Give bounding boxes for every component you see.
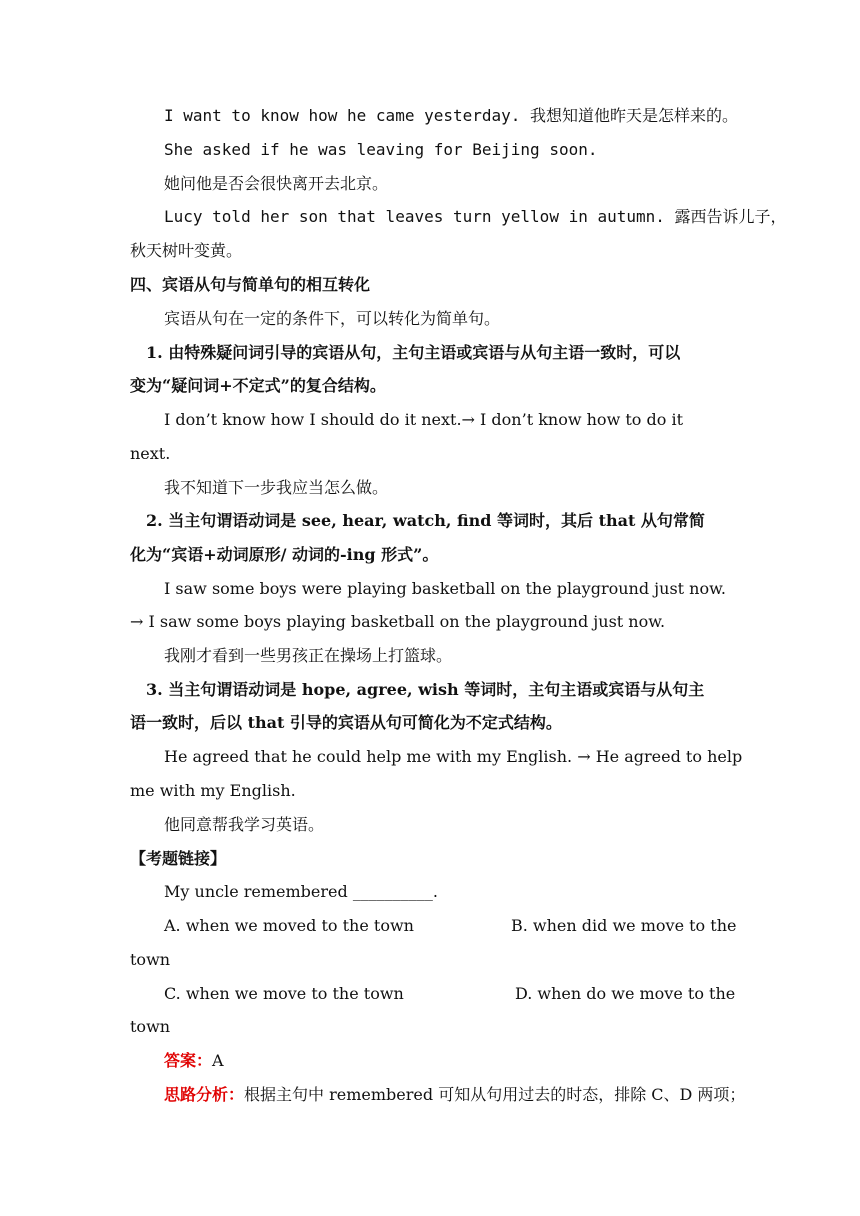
option-b-cont: town	[130, 950, 171, 969]
answer-label: 答案：	[164, 1051, 213, 1070]
example-translation: 我刚才看到一些男孩正在操场上打篮球。	[164, 646, 453, 665]
option-c: C. when we move to the town	[164, 984, 404, 1003]
option-a: A. when we moved to the town	[164, 916, 414, 935]
example-sentence-cont: → I saw some boys playing basketball on the playground just now.	[130, 612, 666, 631]
rule-3-text-cont: 语一致时，后以 that 引导的宾语从句可简化为不定式结构。	[130, 713, 562, 732]
example-sentence: Lucy told her son that leaves turn yellow in autumn. 露西告诉儿子，	[164, 207, 787, 226]
question-stem: My uncle remembered __________.	[164, 882, 438, 901]
section-intro: 宾语从句在一定的条件下，可以转化为简单句。	[164, 309, 501, 328]
rule-3-text: 3. 当主句谓语动词是 hope, agree, wish 等词时，主句主语或宾语与从句主	[146, 680, 705, 699]
example-sentence: I saw some boys were playing basketball on the playground just now.	[164, 579, 726, 598]
example-translation: 她问他是否会很快离开去北京。	[164, 174, 389, 193]
rule-2-text: 2. 当主句谓语动词是 see, hear, watch, find 等词时，其后 that 从句常简	[146, 511, 705, 530]
option-d: D. when do we move to the	[515, 984, 736, 1003]
example-sentence: I want to know how he came yesterday. 我想知道他昨天是怎样来的。	[164, 106, 739, 125]
section-heading: 四、宾语从句与简单句的相互转化	[130, 275, 371, 294]
exam-link-heading: 【考题链接】	[130, 849, 227, 868]
example-sentence-cont: me with my English.	[130, 781, 296, 800]
example-sentence: He agreed that he could help me with my English. → He agreed to help	[164, 747, 743, 766]
answer-value: A	[212, 1051, 224, 1070]
example-sentence: She asked if he was leaving for Beijing soon.	[164, 140, 598, 159]
analysis-label: 思路分析：	[164, 1085, 245, 1104]
rule-1-text: 1. 由特殊疑问词引导的宾语从句，主句主语或宾语与从句主语一致时，可以	[146, 343, 681, 362]
example-sentence: I don’t know how I should do it next.→ I don’t know how to do it	[164, 410, 683, 429]
option-d-cont: town	[130, 1017, 171, 1036]
option-b: B. when did we move to the	[511, 916, 737, 935]
example-sentence-cont: next.	[130, 444, 171, 463]
answer-row	[164, 1051, 224, 1071]
example-translation: 他同意帮我学习英语。	[164, 815, 325, 834]
analysis-text: 根据主句中 remembered 可知从句用过去的时态，排除 C、D 两项；	[244, 1085, 746, 1104]
example-translation: 我不知道下一步我应当怎么做。	[164, 478, 389, 497]
analysis-row	[164, 1085, 745, 1105]
example-translation: 秋天树叶变黄。	[130, 241, 243, 260]
rule-1-text-cont: 变为“疑问词+不定式”的复合结构。	[130, 376, 386, 395]
rule-2-text-cont: 化为“宾语+动词原形/ 动词的-ing 形式”。	[130, 545, 439, 564]
